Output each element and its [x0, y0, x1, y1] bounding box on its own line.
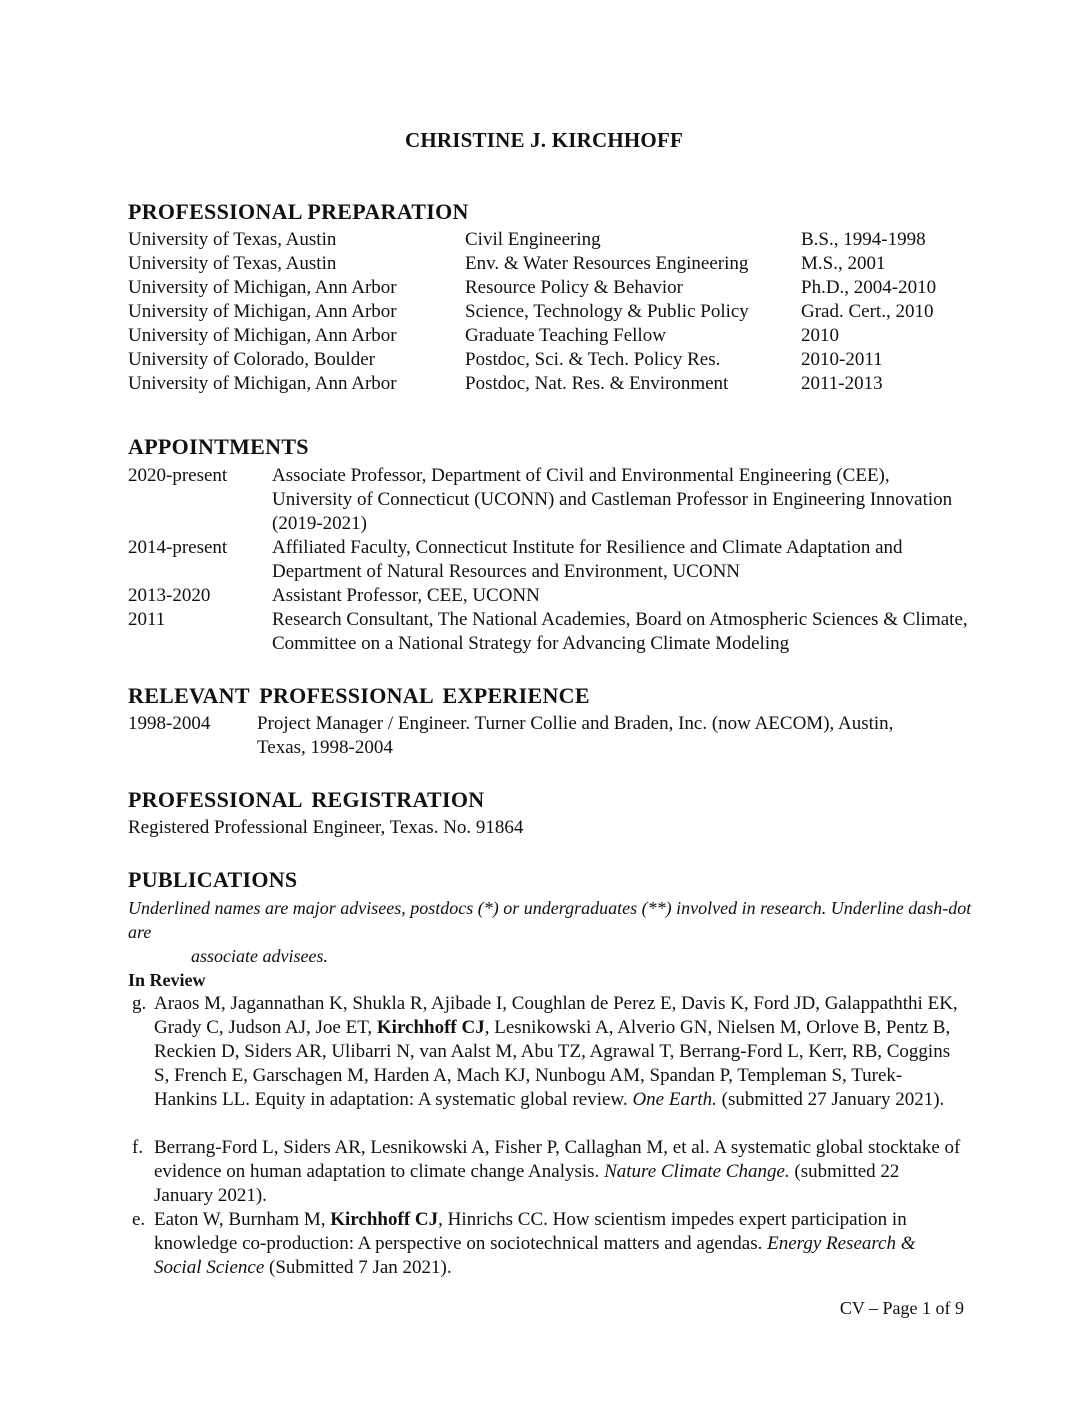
citation-rest: , Hinrichs CC. How scientism impedes expert participation in knowledge co-production: A perspective on sociotechnical matters and agendas. — [154, 1209, 907, 1254]
institution: University of Colorado, Boulder — [128, 349, 375, 370]
appointment-item — [128, 584, 968, 608]
experience-text: Project Manager / Engineer. Turner Collie and Braden, Inc. (now AECOM), Austin, Texas, 1998-2004 — [257, 713, 894, 758]
publication-letter: e. — [132, 1209, 146, 1230]
cv-name-title: CHRISTINE J. KIRCHHOFF — [404, 128, 683, 152]
appointment-text: Associate Professor, Department of Civil and Environmental Engineering (CEE), University of Connecticut (UCONN) and Castleman Professor in Engineering Innovation (2019-2021) — [272, 465, 953, 534]
degree: 2010-2011 — [801, 349, 883, 370]
publications-note — [128, 896, 978, 968]
publications-note-line1: Underlined names are major advisees, postdocs (*) or undergraduates (**) involved in research. Underline dash-dot are — [128, 898, 972, 942]
institution: University of Michigan, Ann Arbor — [128, 325, 397, 346]
citation-journal: One Earth. — [632, 1089, 717, 1110]
institution: University of Texas, Austin — [128, 253, 337, 274]
institution: University of Texas, Austin — [128, 229, 337, 250]
citation-authors-pre: Araos M, Jagannathan K, Shukla R, Ajibade I, Coughlan de Perez E, Davis K, Ford JD, Galappaththi EK, Grady C, Judson AJ, Joe ET, — [154, 993, 958, 1038]
field: Postdoc, Sci. & Tech. Policy Res. — [465, 349, 721, 370]
section-heading-registration: PROFESSIONAL REGISTRATION — [128, 787, 485, 812]
appointment-item — [128, 464, 968, 536]
section-heading-experience: RELEVANT PROFESSIONAL EXPERIENCE — [128, 683, 590, 708]
subheading-in-review: In Review — [128, 970, 206, 990]
appointment-text: Assistant Professor, CEE, UCONN — [272, 585, 540, 606]
appointment-date: 2014-present — [128, 537, 228, 558]
appointment-item — [128, 536, 968, 584]
publications-note-line2: associate advisees. — [191, 946, 328, 966]
publication-citation — [132, 1136, 962, 1208]
field: Resource Policy & Behavior — [465, 277, 683, 298]
institution: University of Michigan, Ann Arbor — [128, 277, 397, 298]
publication-citation — [132, 992, 962, 1112]
citation-authors-pre: Berrang-Ford L, Siders AR, Lesnikowski A, Fisher P, Callaghan M, et al. A systematic global stocktake of evidence on human adaptation to climate change Analysis. — [154, 1137, 961, 1182]
citation-author-highlight: Kirchhoff CJ — [330, 1209, 439, 1230]
section-heading-appointments: APPOINTMENTS — [128, 434, 309, 459]
citation-rest: , Lesnikowski A, Alverio GN, Nielsen M, Orlove B, Pentz B, Reckien D, Siders AR, Ulibarri N, van Aalst M, Abu TZ, Agrawal T, Berrang-Ford L, Kerr, RB, Coggins S, French E, Garschagen M, Harden A, Mach KJ, Nunbogu AM, Spandan P, Templeman S, Turek-Hankins LL. Equity in adaptation: A systematic global review. — [154, 1017, 951, 1110]
publication-letter: g. — [132, 993, 147, 1014]
registration-text: Registered Professional Engineer, Texas. No. 91864 — [128, 817, 524, 838]
experience-date: 1998-2004 — [128, 713, 211, 734]
degree: Grad. Cert., 2010 — [801, 301, 934, 322]
citation-status: (Submitted 7 Jan 2021). — [264, 1257, 452, 1278]
citation-journal: Energy Research & Social Science — [154, 1233, 916, 1278]
field: Civil Engineering — [465, 229, 601, 250]
citation-status: (submitted 27 January 2021). — [716, 1089, 945, 1110]
publication-citation — [132, 1208, 962, 1280]
publication-item — [132, 1208, 962, 1280]
experience-item — [128, 712, 968, 760]
citation-authors-pre: Eaton W, Burnham M, — [154, 1209, 331, 1230]
degree: M.S., 2001 — [801, 253, 886, 274]
degree: B.S., 1994-1998 — [801, 229, 926, 250]
page-footer: CV – Page 1 of 9 — [839, 1298, 964, 1318]
appointment-text: Research Consultant, The National Academies, Board on Atmospheric Sciences & Climate, Committee on a National Strategy for Advancing Climate Modeling — [272, 609, 968, 654]
citation-status: (submitted 22 January 2021). — [154, 1161, 900, 1206]
citation-author-highlight: Kirchhoff CJ — [376, 1017, 485, 1038]
degree: Ph.D., 2004-2010 — [801, 277, 937, 298]
degree: 2011-2013 — [801, 373, 883, 394]
field: Env. & Water Resources Engineering — [465, 253, 749, 274]
publication-item — [132, 1136, 962, 1208]
field: Graduate Teaching Fellow — [465, 325, 666, 346]
institution: University of Michigan, Ann Arbor — [128, 301, 397, 322]
degree: 2010 — [801, 325, 839, 346]
appointment-date: 2013-2020 — [128, 585, 211, 606]
section-heading-publications: PUBLICATIONS — [128, 867, 298, 892]
institution: University of Michigan, Ann Arbor — [128, 373, 397, 394]
appointment-date: 2020-present — [128, 465, 228, 486]
publication-letter: f. — [132, 1137, 144, 1158]
field: Postdoc, Nat. Res. & Environment — [465, 373, 729, 394]
field: Science, Technology & Public Policy — [465, 301, 749, 322]
citation-journal: Nature Climate Change. — [604, 1161, 790, 1182]
publication-item — [132, 992, 962, 1112]
appointment-date: 2011 — [128, 609, 166, 630]
appointment-item — [128, 608, 968, 656]
appointment-text: Affiliated Faculty, Connecticut Institute for Resilience and Climate Adaptation and Department of Natural Resources and Environment, UCONN — [272, 537, 903, 582]
section-heading-preparation: PROFESSIONAL PREPARATION — [128, 199, 469, 224]
